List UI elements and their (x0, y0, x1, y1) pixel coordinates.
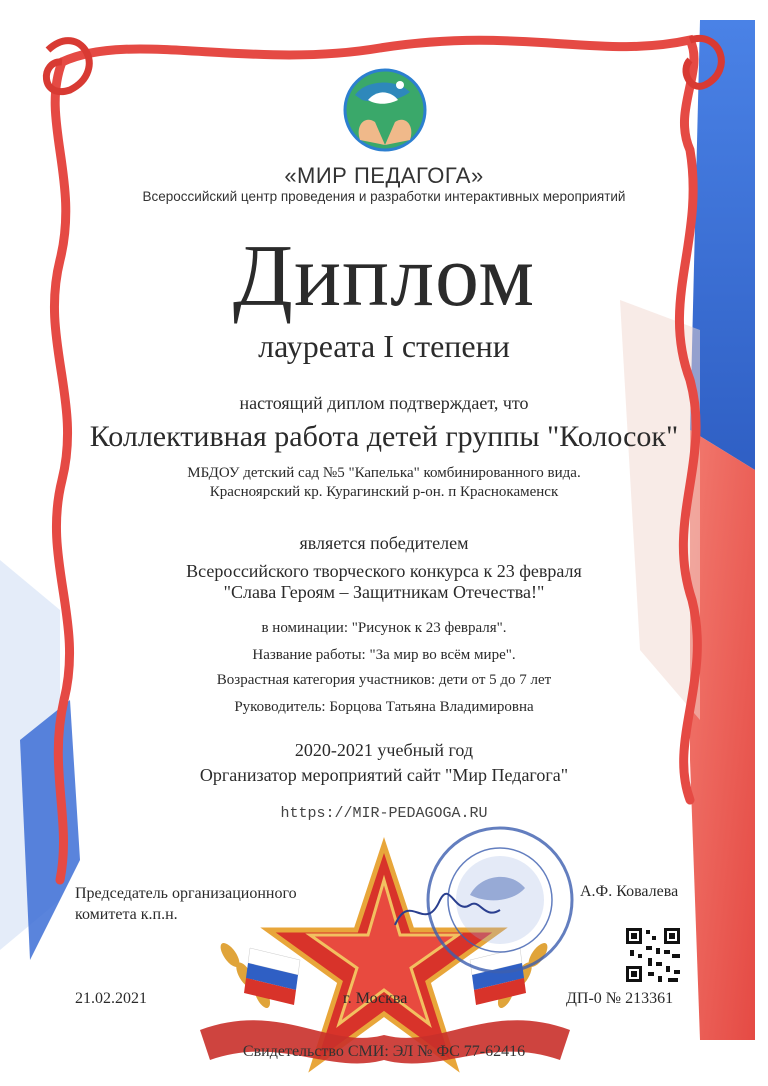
chair-line-2: комитета к.п.н. (75, 906, 178, 923)
qr-code-icon (624, 926, 682, 984)
age-category: Возрастная категория участников: дети от 5 до 7 лет (216, 672, 552, 688)
blue-panel-left (20, 700, 80, 960)
chair-line-1: Председатель организационного (75, 885, 297, 902)
signer-name: А.Ф. Ковалева (580, 883, 679, 900)
issue-city: г. Москва (343, 990, 408, 1007)
institution-line-1: МБДОУ детский сад №5 "Капелька" комбинированного вида. (187, 465, 581, 481)
chair-title (75, 883, 297, 925)
recipient-name: Коллективная работа детей группы "Колосок" (89, 420, 679, 453)
website-link[interactable]: https://MIR-PEDAGOGA.RU (280, 805, 488, 822)
globe-hands-dove-icon (345, 70, 425, 150)
media-certificate: Свидетельство СМИ: ЭЛ № ФС 77-62416 (242, 1043, 526, 1060)
contest-line-2: "Слава Героям – Защитникам Отечества!" (223, 582, 545, 602)
organization-description: Всероссийский центр проведения и разработки интерактивных мероприятий (142, 189, 626, 204)
issue-date: 21.02.2021 (75, 990, 147, 1007)
school-year: 2020-2021 учебный год (294, 740, 474, 760)
confirm-text: настоящий диплом подтверждает, что (239, 393, 529, 413)
diploma-subtitle: лауреата I степени (258, 328, 510, 364)
diploma-title: Диплом (232, 228, 536, 325)
russian-flag-right (470, 948, 526, 1005)
organizer: Организатор мероприятий сайт "Мир Педагога" (199, 765, 569, 785)
contest-line-1: Всероссийского творческого конкурса к 23 февраля (186, 561, 582, 581)
stamp-icon (428, 828, 572, 972)
leader: Руководитель: Борцова Татьяна Владимировна (234, 699, 534, 715)
institution-line-2: Красноярский кр. Курагинский р-он. п Краснокаменск (209, 484, 559, 500)
work-title: Название работы: "За мир во всём мире". (252, 647, 516, 663)
winner-text: является победителем (299, 533, 469, 553)
russian-flag-left (244, 948, 300, 1005)
organization-name: «МИР ПЕДАГОГА» (284, 163, 484, 188)
document-number: ДП-0 № 213361 (566, 990, 674, 1007)
nomination: в номинации: "Рисунок к 23 февраля". (261, 620, 507, 636)
